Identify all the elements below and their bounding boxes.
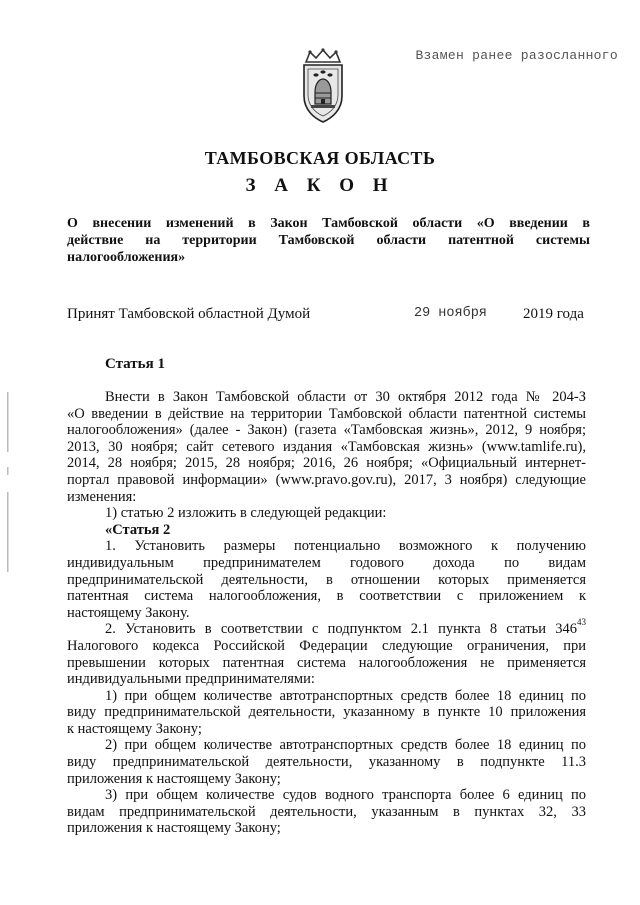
body-line: 2) при общем количестве автотранспортных средств более 18 единиц по: [105, 737, 586, 754]
body-line: 1. Установить размеры потенциально возможного к получению: [105, 538, 586, 555]
body-line: настоящему Закону.: [67, 604, 190, 621]
p2-line-text: 2. Установить в соответствии с подпунктом 2.1 пункта 8 статьи 346: [105, 621, 577, 638]
body-line: индивидуальным предпринимателем годового дохода по видам: [67, 554, 586, 571]
article-1-body: [67, 389, 586, 837]
article-1-title: Статья 1: [105, 356, 165, 372]
body-line: налогообложения» (далее - Закон) (газета «Тамбовская жизнь», 2012, 9 ноября;: [67, 422, 586, 439]
body-line: 2014, 28 ноября; 2015, 28 ноября; 2016, 26 ноября; «Официальный интернет-: [67, 455, 586, 472]
item-1: 1) статью 2 изложить в следующей редакции:: [105, 505, 387, 522]
subject-line: налогообложения»: [67, 250, 186, 265]
body-line: портал правовой информации» (www.pravo.gov.ru), 2017, 3 ноября) следующие: [67, 471, 586, 488]
subject-line: О внесении изменений в Закон Тамбовской области «О введении в: [67, 216, 590, 231]
adoption-year: 2019 года: [523, 306, 584, 322]
body-line: 3) при общем количестве судов водного транспорта более 6 единиц по: [105, 787, 586, 804]
body-line: виду предпринимательской деятельности, указанному в пункте 10 приложения: [67, 704, 586, 721]
body-line: приложения к настоящему Закону;: [67, 820, 281, 837]
adopted-by-text: Принят Тамбовской областной Думой: [67, 306, 311, 322]
scan-margin-marks: [4, 392, 12, 572]
law-heading: З А К О Н: [245, 175, 395, 196]
body-line: виду предпринимательской деятельности, указанному в подпункте 11.3: [67, 754, 586, 771]
body-line: Налогового кодекса Российской Федерации следующие ограничения, при: [67, 637, 586, 654]
subject-line: действие на территории Тамбовской области патентной системы: [67, 233, 590, 248]
distribution-stamp: Взамен ранее разосланного: [415, 48, 618, 63]
body-line: к настоящему Закону;: [67, 720, 202, 737]
quoted-article-2-title: «Статья 2: [105, 521, 171, 538]
body-line: 1) при общем количестве автотранспортных средств более 18 единиц по: [105, 687, 586, 704]
body-line: изменения:: [67, 488, 137, 505]
body-line-with-superscript: [67, 617, 586, 638]
body-line: индивидуальными предпринимателями:: [67, 671, 315, 688]
law-subject: [67, 215, 590, 266]
body-line: превышении которых патентная система налогообложения не применяется: [67, 654, 586, 671]
body-line: 2013, 30 ноября; сайт сетевого издания «Тамбовская жизнь» (www.tamlife.ru),: [67, 438, 586, 455]
body-line: «О введении в действие на территории Тамбовской области патентной системы: [67, 405, 586, 422]
body-line: приложения к настоящему Закону;: [67, 770, 281, 787]
region-heading: ТАМБОВСКАЯ ОБЛАСТЬ: [204, 148, 436, 168]
adoption-date: 29 ноября: [414, 306, 487, 321]
article-superscript: 43: [577, 617, 586, 628]
body-line: предпринимательской деятельности, в отношении которых применяется: [67, 571, 586, 588]
body-line: Внести в Закон Тамбовской области от 30 октября 2012 года № 204-З: [105, 389, 586, 405]
body-line: видам предпринимательской деятельности, указанным в пунктах 32, 33: [67, 803, 586, 820]
coat-of-arms-icon: [296, 48, 350, 124]
adoption-line: [67, 306, 587, 323]
body-line: патентная система налогообложения, в соответствии с приложением к: [67, 588, 586, 605]
